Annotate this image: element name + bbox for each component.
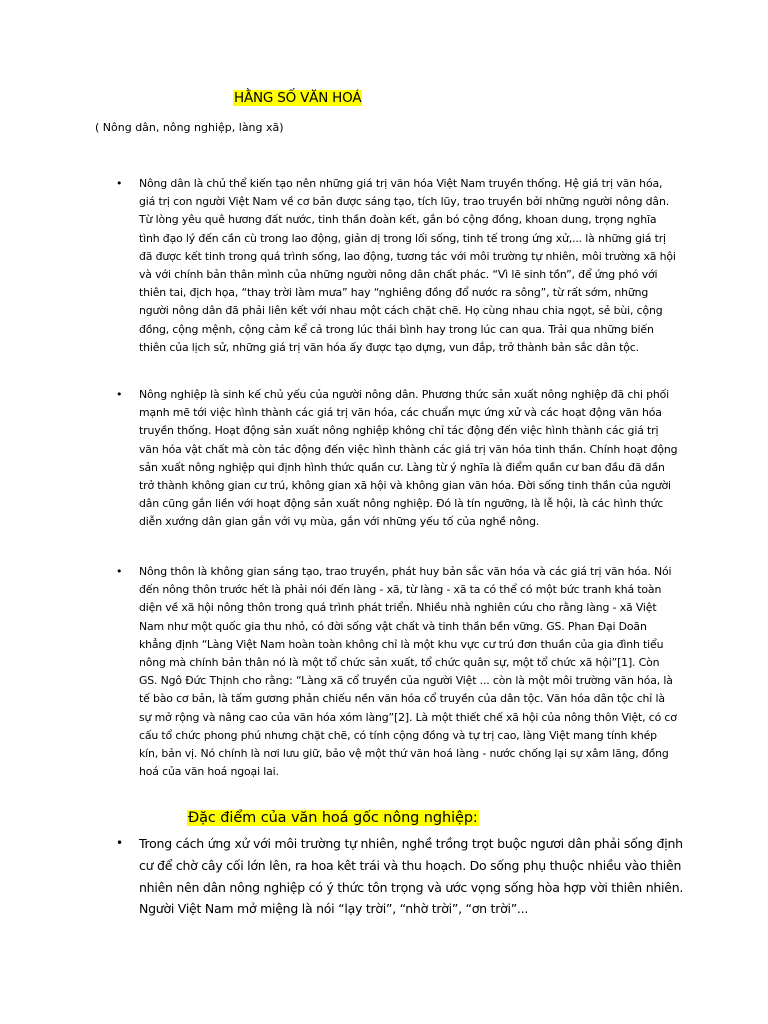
paragraph-text: Trong cách ứng xử với môi trường tự nhiên, nghề trồng trọt buộc ngươi dân phải sống định cư để chờ cây cối lớn lên, ra hoa kêt trái và thu hoạch. Do sống phụ thuộc nhiều vào thiên nhiên nên dân nông nghiệp có ý thức tôn trọng và ước vọng sống hòa hợp vời thiên nhiên. Người Việt Nam mở miệng là nói “lạy trời”, “nhờ trời”, “ơn trời”... [139, 836, 684, 917]
paragraph-text: Nông dân là chủ thể kiến tạo nên những giá trị văn hóa Việt Nam truyền thống. Hệ giá trị văn hóa, giá trị con người Việt Nam về cơ bản được sáng tạo, tích lũy, trao truyền bởi những người nông dân. Từ lòng yêu quê hương đất nước, tinh thần đoàn kết, gắn bó cộng đồng, khoan dung, trọng nghĩa tình đạo lý đến cần cù trong lao động, giản dị trong lối sống, tinh tế trong ứng xử,... là những giá trị đã được kết tinh trong quá trình sống, lao động, tương tác với môi trường tự nhiên, môi trường xã hội và với chính bản thân mình của những người nông dân chất phác. “Vì lẽ sinh tồn”, để ứng phó với thiên tai, địch họa, “thay trời làm mưa” hay “nghiêng đồng đổ nước ra sông”, từ rất sớm, những người nông dân đã phải liên kết với nhau một cách chặt chẽ. Họ cùng nhau chia ngọt, sẻ bùi, cộng đồng, cộng mệnh, cộng cảm kể cả trong lúc thái bình hay trong lúc can qua. Trải qua những biến thiên của lịch sử, những giá trị văn hóa ấy được tạo dựng, vun đắp, trở thành bản sắc dân tộc. [139, 177, 676, 354]
list-item [0, 386, 679, 532]
title-highlight: HẰNG SỐ VĂN HOÁ [234, 90, 362, 106]
document-subtitle: ( Nông dân, nông nghiệp, làng xã) [95, 121, 284, 134]
paragraph-text: Nông thôn là không gian sáng tạo, trao truyền, phát huy bản sắc văn hóa và các giá trị văn hóa. Nói đến nông thôn trước hết là phải nói đến làng - xã, từ làng - xã ta có thể có một bức tranh khá toàn diện về xã hội nông thôn trong quá trình phát triển. Nhiều nhà nghiên cứu cho rằng làng - xã Việt Nam như một quốc gia thu nhỏ, có đời sống vật chất và tinh thần bền vững. GS. Phan Đại Doãn khẳng định “Làng Việt Nam hoàn toàn không chỉ là một khu vực cư trú đơn thuần của gia đình tiểu nông mà chính bản thân nó là một tổ chức sản xuất, tổ chức quân sự, một tổ chức xã hội”[1]. Còn GS. Ngô Đức Thịnh cho rằng: “Làng xã cổ truyền của người Việt ... còn là một môi trường văn hóa, là tế bào cơ bản, là tấm gương phản chiếu nền văn hóa cổ truyền của dân tộc. Văn hóa dân tộc chỉ là sự mở rộng và nâng cao của văn hóa xóm làng”[2]. Là một thiết chế xã hội của nông thôn Việt, có cơ cấu tổ chức phong phú nhưng chặt chẽ, có tính cộng đồng và tự trị cao, làng Việt mang tính khép kín, bản vị. Nó chính là nơi lưu giữ, bảo vệ một thứ văn hoá làng - nước chống lại sự xâm lăng, đồng hoá của văn hoá ngoại lai. [139, 565, 677, 779]
section-heading [187, 808, 479, 828]
paragraph-text: Nông nghiệp là sinh kế chủ yếu của người nông dân. Phương thức sản xuất nông nghiệp đã chi phối mạnh mẽ tới việc hình thành các giá trị văn hóa, các chuẩn mực ứng xử và các hoạt động văn hóa truyền thống. Hoạt động sản xuất nông nghiệp không chỉ tác động đến việc hình thành các giá trị văn hóa vật chất mà còn tác động đến việc hình thành các giá trị văn hóa tinh thần. Chính hoạt động sản xuất nông nghiệp qui định hình thức quần cư. Làng từ ý nghĩa là điểm quần cư ban đầu đã dần trở thành không gian cư trú, không gian xã hội và không gian văn hóa. Đời sống tinh thần của người dân cũng gắn liền với hoạt động sản xuất nông nghiệp. Đó là tín ngưỡng, là lễ hội, là các hình thức diễn xướng dân gian gắn với vụ mùa, gắn với những yếu tố của nghề nông. [139, 388, 678, 529]
document-title [233, 89, 362, 108]
bullet-list-3 [0, 563, 768, 781]
bullet-list-2 [0, 386, 768, 532]
list-item [0, 833, 689, 920]
list-item [0, 563, 679, 781]
section-heading-highlight: Đặc điểm của văn hoá gốc nông nghiệp: [188, 810, 478, 826]
list-item [0, 175, 679, 357]
bullet-list-1 [0, 175, 768, 357]
bullet-icon: • [116, 565, 123, 578]
bullet-icon: • [116, 388, 123, 401]
bullet-list-4 [0, 833, 768, 920]
bullet-icon: • [116, 177, 123, 190]
bullet-icon: • [116, 836, 123, 850]
